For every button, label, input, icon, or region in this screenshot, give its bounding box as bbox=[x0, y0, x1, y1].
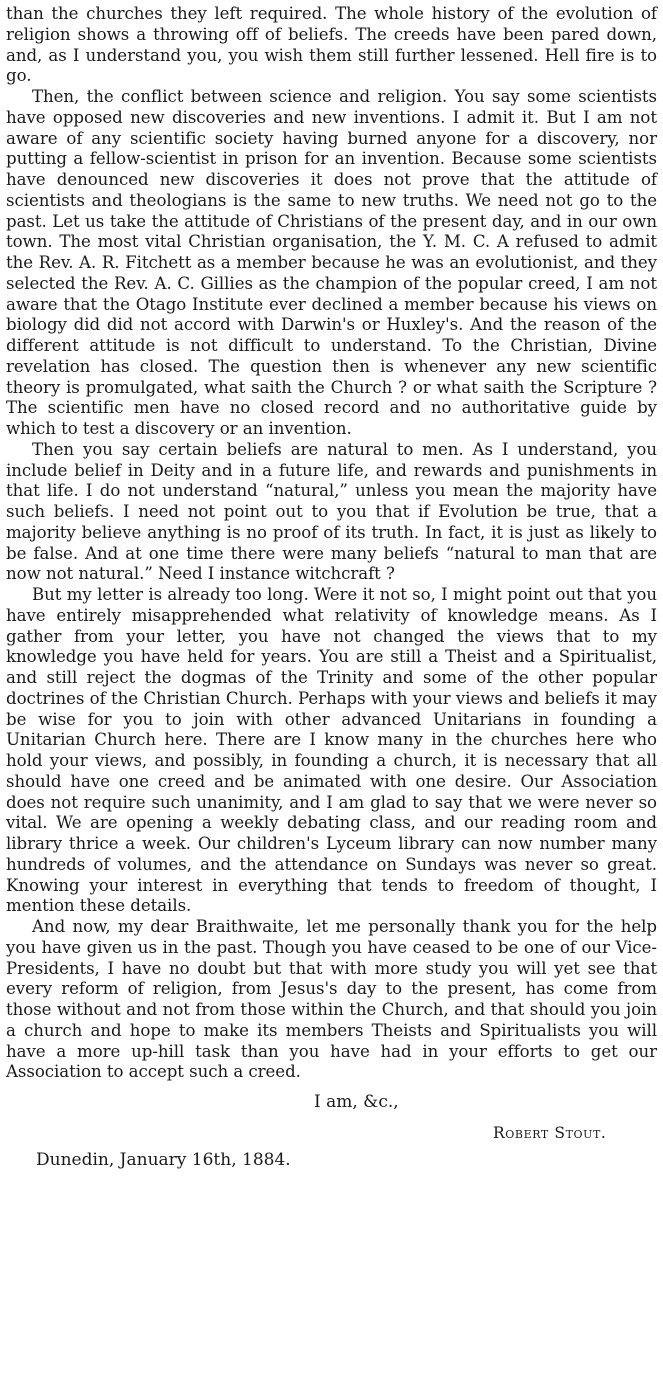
paragraph-4: But my letter is already too long. Were it not so, I might point out that you have entirely misapprehended what relativity of knowledge means. As I gather from your letter, you have not changed the views that to my knowledge you have held for years. You are still a Theist and a Spiritualist, and still reject the dogmas of the Trinity and some of the other popular doctrines of the Christian Church. Perhaps with your views and beliefs it may be wise for you to join with other advanced Unitarians in founding a Unitarian Church here. There are I know many in the churches here who hold your views, and possibly, in founding a church, it is necessary that all should have one creed and be animated with one desire. Our Association does not require such unanimity, and I am glad to say that we were never so vital. We are opening a weekly debating class, and our reading room and library thrice a week. Our children's Lyceum library can now number many hundreds of volumes, and the attendance on Sundays was never so great. Knowing your interest in everything that tends to freedom of thought, I mention these details. bbox=[6, 585, 657, 916]
closing-salutation: I am, &c., bbox=[314, 1092, 399, 1112]
signature: Robert Stout. bbox=[493, 1124, 607, 1142]
paragraph-1: than the churches they left required. The whole history of the evolution of religion shows a throwing off of beliefs. The creeds have been pared down, and, as I understand you, you wish them still further lessened. Hell fire is to go. bbox=[6, 4, 657, 86]
dateline: Dunedin, January 16th, 1884. bbox=[36, 1150, 291, 1170]
paragraph-2: Then, the conflict between science and religion. You say some scientists have opposed new discoveries and new inventions. I admit it. But I am not aware of any scientific society having burned anyone for a discovery, nor putting a fellow-scientist in prison for an invention. Because some scientists have denounced new discoveries it does not prove that the attitude of scientists and theologians is the same to new truths. We need not go to the past. Let us take the attitude of Christians of the present day, and in our own town. The most vital Christian organisation, the Y. M. C. A refused to admit the Rev. A. R. Fitchett as a member because he was an evolutionist, and they selected the Rev. A. C. Gillies as the champion of the popular creed, I am not aware that the Otago Institute ever declined a member because his views on biology did did not accord with Darwin's or Huxley's. And the reason of the different attitude is not difficult to understand. To the Christian, Divine revelation has closed. The question then is whenever any new scientific theory is promulgated, what saith the Church ? or what saith the Scripture ? The scientific men have no closed record and no authoritative guide by which to test a discovery or an invention. bbox=[6, 87, 657, 438]
paragraph-3: Then you say certain beliefs are natural to men. As I understand, you include belief in Deity and in a future life, and rewards and punishments in that life. I do not understand “natural,” unless you mean the majority have such beliefs. I need not point out to you that if Evolution be true, that a majority believe anything is no proof of its truth. In fact, it is just as likely to be false. And at one time there were many beliefs “natural to man that are now not natural.” Need I instance witchcraft ? bbox=[6, 439, 657, 584]
paragraph-5: And now, my dear Braithwaite, let me personally thank you for the help you have given us in the past. Though you have ceased to be one of our Vice-Presidents, I have no doubt but that with more study you will yet see that every reform of religion, from Jesus's day to the present, has come from those without and not from those within the Church, and that should you join a church and hope to make its members Theists and Spiritualists you will have a more up-hill task than you have had in your efforts to get our Association to accept such a creed. bbox=[6, 917, 657, 1082]
